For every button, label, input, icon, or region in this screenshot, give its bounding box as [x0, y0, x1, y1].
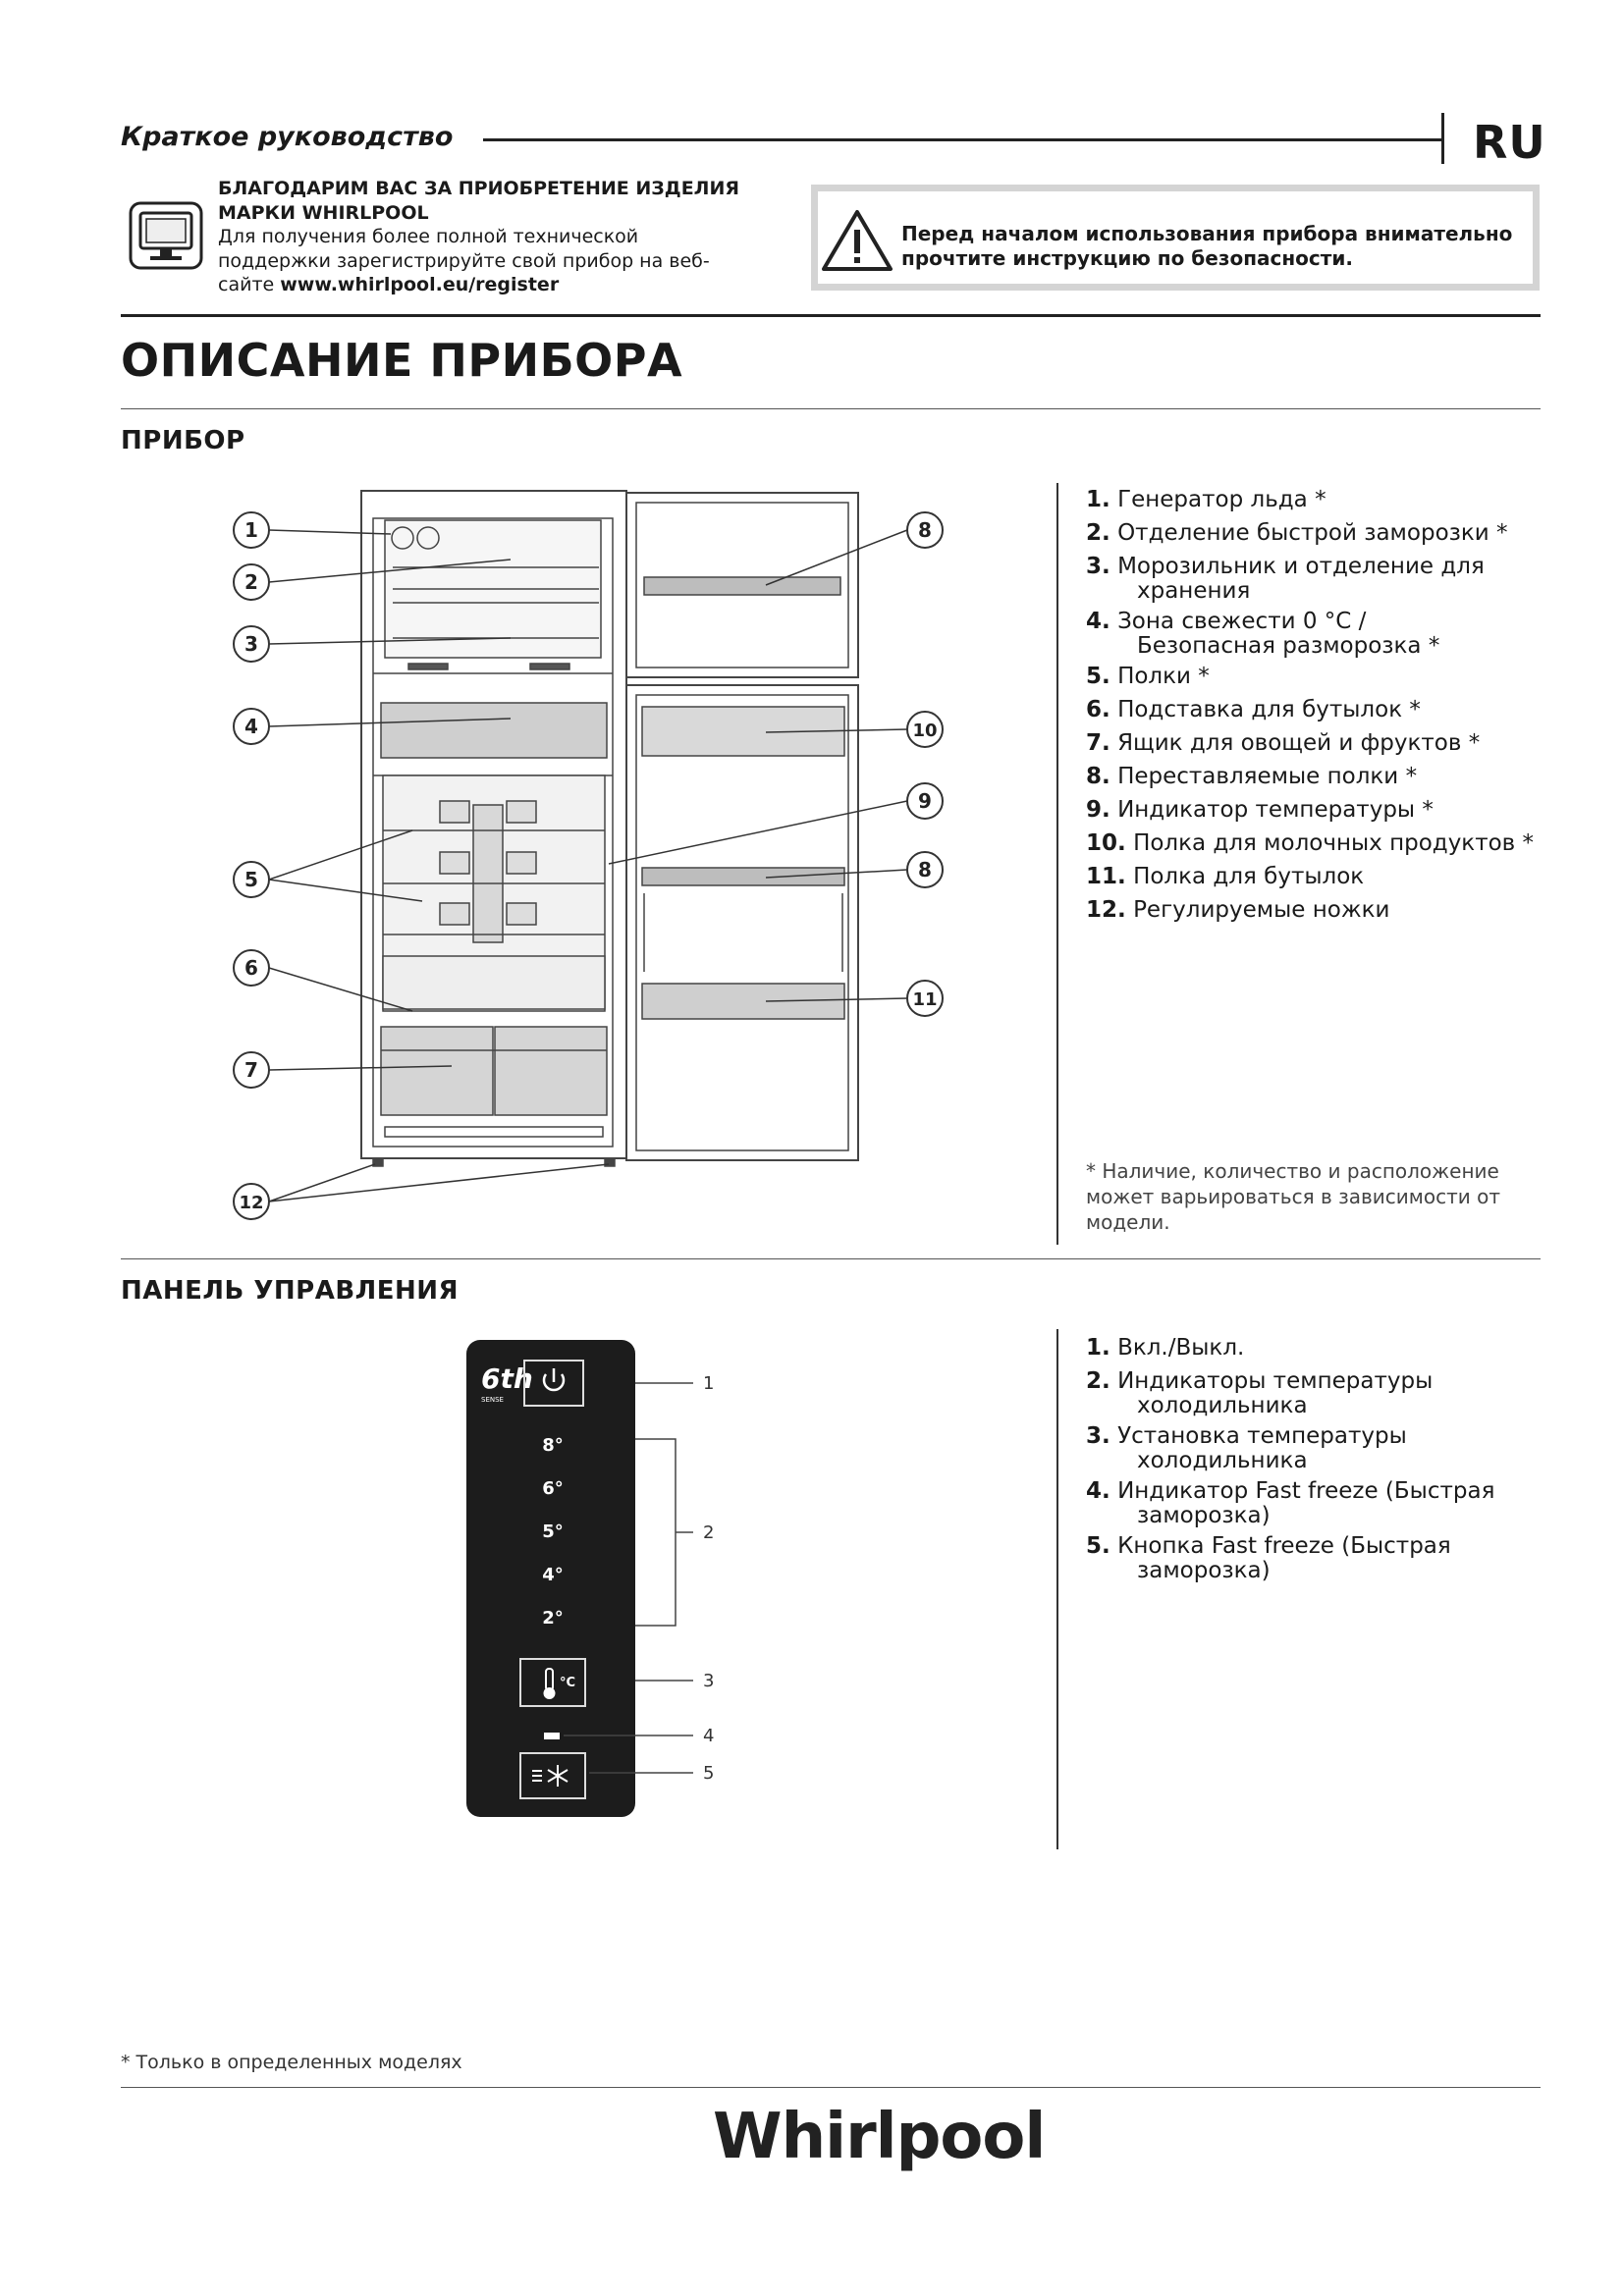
- whirlpool-logo: Whirlpool: [713, 2101, 1046, 2173]
- callout-11: 11: [912, 989, 938, 1010]
- legend-item: 5. Кнопка Fast freeze (Быстрая заморозка): [1086, 1533, 1451, 1583]
- panel-callout-2: 2: [703, 1522, 715, 1543]
- panel-callout-4: 4: [703, 1726, 715, 1746]
- safety-warning-text: [901, 222, 1530, 271]
- temp-indicator: 2°: [542, 1608, 564, 1629]
- callout-7: 7: [244, 1058, 258, 1082]
- legend-item: 7. Ящик для овощей и фруктов *: [1086, 730, 1481, 756]
- header-divider: [1441, 113, 1444, 164]
- fast-freeze-indicator: [544, 1733, 560, 1739]
- note-line-3: модели.: [1086, 1210, 1170, 1234]
- control-panel-legend: [1086, 1331, 1494, 1584]
- register-heading-1: БЛАГОДАРИМ ВАС ЗА ПРИОБРЕТЕНИЕ ИЗДЕЛИЯ: [218, 178, 739, 199]
- appliance-legend: [1086, 483, 1534, 927]
- legend-item: 9. Индикатор температуры *: [1086, 797, 1434, 823]
- legend-item: 1. Вкл./Выкл.: [1086, 1335, 1245, 1361]
- panel-callout-5: 5: [703, 1763, 715, 1784]
- control-panel-diagram: [461, 1335, 756, 1826]
- brand-mark: 6th: [481, 1362, 533, 1395]
- register-body-2: поддержки зарегистрируйте свой прибор на веб-: [218, 249, 710, 272]
- legend-item: 6. Подставка для бутылок *: [1086, 697, 1421, 722]
- callout-8-bottom: 8: [918, 858, 932, 881]
- warning-line-2: прочтите инструкцию по безопасности.: [901, 246, 1353, 270]
- legend-item: 2. Отделение быстрой заморозки *: [1086, 520, 1508, 546]
- brand-sub: SENSE: [481, 1396, 504, 1404]
- register-body-1: Для получения более полной технической: [218, 226, 639, 247]
- legend-item: 12. Регулируемые ножки: [1086, 897, 1390, 923]
- appliance-separator: [1056, 483, 1058, 1245]
- section-title: ОПИСАНИЕ ПРИБОРА: [121, 334, 683, 387]
- legend-item: 10. Полка для молочных продуктов *: [1086, 830, 1535, 856]
- language-code: RU: [1473, 116, 1546, 169]
- register-body-3: сайте: [218, 274, 275, 295]
- register-url[interactable]: www.whirlpool.eu/register: [280, 274, 560, 295]
- legend-item: 5. Полки *: [1086, 664, 1210, 689]
- temp-indicator: 4°: [542, 1565, 564, 1585]
- control-panel-heading: ПАНЕЛЬ УПРАВЛЕНИЯ: [121, 1276, 460, 1306]
- legend-item: 4. Зона свежести 0 °C / Безопасная разморозка *: [1086, 609, 1440, 659]
- header-bottom-rule: [121, 314, 1541, 317]
- temp-indicator: 5°: [542, 1522, 564, 1542]
- temp-indicator: 6°: [542, 1478, 564, 1499]
- appliance-diagram: [216, 481, 962, 1237]
- guide-title: Краткое руководство: [121, 122, 454, 152]
- header-rule: [483, 138, 1441, 141]
- legend-item: 2. Индикаторы температуры холодильника: [1086, 1368, 1434, 1418]
- legend-item: 11. Полка для бутылок: [1086, 864, 1365, 889]
- legend-item: 1. Генератор льда *: [1086, 487, 1326, 512]
- computer-icon: [129, 201, 203, 270]
- appliance-heading: ПРИБОР: [121, 426, 245, 455]
- section-rule: [121, 1258, 1541, 1259]
- callout-5: 5: [244, 868, 258, 891]
- panel-callout-1: 1: [703, 1373, 715, 1394]
- callout-4: 4: [244, 715, 258, 738]
- note-line-1: * Наличие, количество и расположение: [1086, 1159, 1499, 1183]
- callout-8-top: 8: [918, 518, 932, 542]
- legend-item: 3. Морозильник и отделение для хранения: [1086, 554, 1485, 604]
- callout-3: 3: [244, 632, 258, 656]
- temp-indicator: 8°: [542, 1435, 564, 1456]
- register-heading-2: МАРКИ WHIRLPOOL: [218, 201, 429, 224]
- legend-item: 3. Установка температуры холодильника: [1086, 1423, 1407, 1473]
- footer-rule: [121, 2087, 1541, 2088]
- warning-icon: [821, 208, 893, 273]
- warning-line-1: Перед началом использования прибора внимательно: [901, 222, 1513, 245]
- footnote: * Только в определенных моделях: [121, 2052, 462, 2073]
- panel-callout-3: 3: [703, 1671, 715, 1691]
- callout-1: 1: [244, 518, 258, 542]
- legend-item: 4. Индикатор Fast freeze (Быстрая заморозка): [1086, 1478, 1495, 1528]
- control-panel-separator: [1056, 1329, 1058, 1849]
- availability-note: [1086, 1158, 1538, 1235]
- section-rule: [121, 408, 1541, 409]
- legend-item: 8. Переставляемые полки *: [1086, 764, 1418, 789]
- callout-6: 6: [244, 956, 258, 980]
- temp-unit: °C: [560, 1676, 576, 1690]
- register-text: [218, 177, 768, 297]
- note-line-2: может варьироваться в зависимости от: [1086, 1185, 1501, 1208]
- callout-12: 12: [239, 1193, 264, 1213]
- callout-10: 10: [912, 721, 938, 741]
- callout-9: 9: [918, 789, 932, 813]
- callout-2: 2: [244, 570, 258, 594]
